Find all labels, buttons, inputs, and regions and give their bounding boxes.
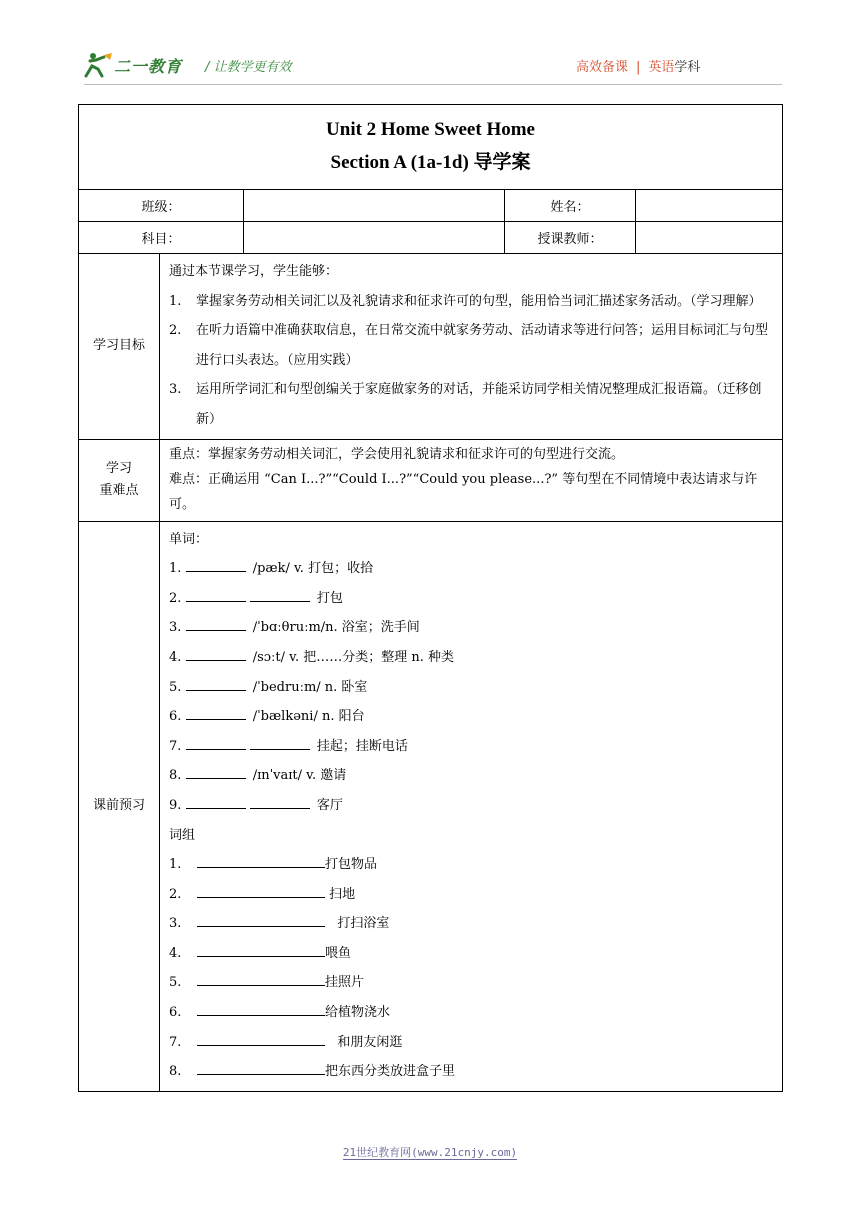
class-field[interactable] bbox=[244, 190, 505, 222]
preview-content bbox=[160, 521, 783, 1091]
subject-tag bbox=[576, 56, 700, 75]
vocab-item: 6. /ˈbælkəni/ n. 阳台 bbox=[169, 702, 774, 732]
footer-link[interactable]: 21世纪教育网(www.21cnjy.com) bbox=[342, 1146, 518, 1159]
slogan: / 让教学更有效 bbox=[205, 60, 292, 75]
word-blank[interactable] bbox=[186, 794, 246, 809]
word-blank[interactable] bbox=[186, 735, 246, 750]
vocab-item: 9. 客厅 bbox=[169, 791, 774, 821]
phrase-blank[interactable] bbox=[197, 1060, 325, 1075]
goal-item: 3. 运用所学词汇和句型创编关于家庭做家务的对话，并能采访同学相关情况整理成汇报语篇。（迁移创新） bbox=[169, 382, 762, 427]
goal-item: 1. 掌握家务劳动相关词汇以及礼貌请求和征求许可的句型，能用恰当词汇描述家务活动。（学习理解） bbox=[169, 293, 762, 309]
preview-label: 课前预习 bbox=[79, 521, 160, 1091]
word-blank[interactable] bbox=[186, 646, 246, 661]
doc-subtitle: Section A (1a-1d) 导学案 bbox=[330, 152, 531, 173]
phrase-item: 5. 挂照片 bbox=[169, 968, 774, 998]
phrase-list bbox=[169, 850, 774, 1087]
phrase-blank[interactable] bbox=[197, 942, 325, 957]
name-label: 姓名： bbox=[505, 190, 636, 222]
subject-prep: 高效备课 bbox=[576, 60, 629, 75]
vocab-item: 4. /sɔːt/ v. 把……分类；整理 n. 种类 bbox=[169, 643, 774, 673]
phrase-item: 2. 扫地 bbox=[169, 880, 774, 910]
class-label: 班级： bbox=[79, 190, 244, 222]
phrase-blank[interactable] bbox=[197, 1031, 325, 1046]
keypoints-content bbox=[160, 439, 783, 521]
phrase-item: 1. 打包物品 bbox=[169, 850, 774, 880]
teacher-label: 授课教师： bbox=[505, 222, 636, 254]
phrase-title: 词组 bbox=[169, 827, 196, 843]
keypoints-label: 学习 重难点 bbox=[79, 439, 160, 521]
word-blank[interactable] bbox=[186, 587, 246, 602]
word-blank[interactable] bbox=[186, 764, 246, 779]
goals-label: 学习目标 bbox=[79, 254, 160, 440]
vocab-item: 3. /ˈbɑːθruːm/n. 浴室；洗手间 bbox=[169, 613, 774, 643]
goals-intro: 通过本节课学习，学生能够： bbox=[169, 264, 339, 279]
vocab-item: 2. 打包 bbox=[169, 584, 774, 614]
vocab-item: 8. /ɪnˈvaɪt/ v. 邀请 bbox=[169, 761, 774, 791]
footer bbox=[0, 1144, 860, 1160]
word-blank[interactable] bbox=[250, 587, 310, 602]
study-guide-table bbox=[78, 104, 783, 1092]
phrase-blank[interactable] bbox=[197, 883, 325, 898]
phrase-item: 7. 和朋友闲逛 bbox=[169, 1028, 774, 1058]
phrase-blank[interactable] bbox=[197, 971, 325, 986]
page-header bbox=[0, 0, 860, 90]
phrase-item: 8. 把东西分类放进盒子里 bbox=[169, 1057, 774, 1087]
name-field[interactable] bbox=[636, 190, 783, 222]
vocab-item: 7. 挂起；挂断电话 bbox=[169, 732, 774, 762]
goals-content bbox=[160, 254, 783, 440]
phrase-blank[interactable] bbox=[197, 1001, 325, 1016]
goal-item: 2. 在听力语篇中准确获取信息，在日常交流中就家务劳动、活动请求等进行问答；运用目标词汇与句型进行口头表达。（应用实践） bbox=[169, 323, 769, 368]
header-divider bbox=[84, 84, 782, 85]
phrase-item: 6. 给植物浇水 bbox=[169, 998, 774, 1028]
word-blank[interactable] bbox=[186, 557, 246, 572]
doc-title: Unit 2 Home Sweet Home bbox=[326, 119, 535, 140]
vocab-item: 5. /ˈbedruːm/ n. 卧室 bbox=[169, 673, 774, 703]
vocab-list bbox=[169, 554, 774, 820]
word-blank[interactable] bbox=[186, 616, 246, 631]
subject-field[interactable] bbox=[244, 222, 505, 254]
phrase-item: 3. 打扫浴室 bbox=[169, 909, 774, 939]
word-blank[interactable] bbox=[250, 735, 310, 750]
title-cell bbox=[79, 105, 783, 190]
subject-separator: | bbox=[636, 60, 641, 75]
vocab-title: 单词： bbox=[169, 531, 209, 547]
word-blank[interactable] bbox=[250, 794, 310, 809]
subject-suffix: 学科 bbox=[674, 60, 701, 75]
key-point: 重点：掌握家务劳动相关词汇，学会使用礼貌请求和征求许可的句型进行交流。 bbox=[169, 446, 625, 462]
difficult-point: 难点：正确运用 “Can I...?”“Could I...?”“Could you please...?” 等句型在不同情境中表达请求与许可。 bbox=[169, 471, 758, 512]
teacher-field[interactable] bbox=[636, 222, 783, 254]
brand-name: 二一教育 bbox=[114, 57, 183, 76]
subject-english: 英语 bbox=[648, 60, 675, 75]
phrase-blank[interactable] bbox=[197, 912, 325, 927]
subject-label: 科目： bbox=[79, 222, 244, 254]
word-blank[interactable] bbox=[186, 705, 246, 720]
vocab-item: 1. /pæk/ v. 打包；收拾 bbox=[169, 554, 774, 584]
phrase-item: 4. 喂鱼 bbox=[169, 939, 774, 969]
word-blank[interactable] bbox=[186, 676, 246, 691]
phrase-blank[interactable] bbox=[197, 853, 325, 868]
